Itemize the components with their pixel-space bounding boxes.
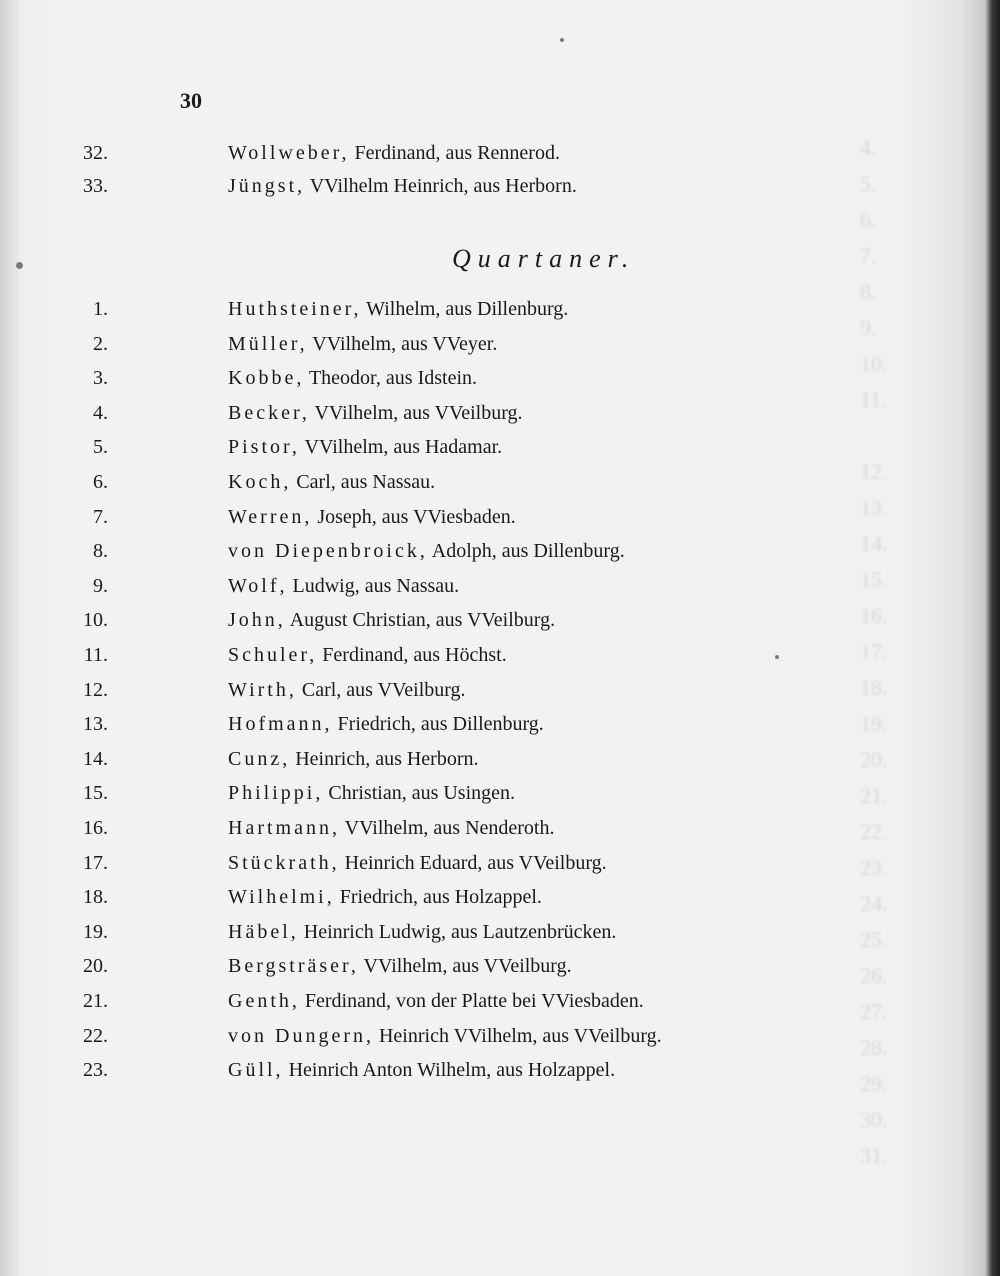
list-entry bbox=[0, 367, 900, 399]
list-entry bbox=[0, 506, 900, 538]
entry-text bbox=[228, 713, 544, 736]
list-entry bbox=[0, 713, 900, 745]
entry-number: 12. bbox=[83, 678, 108, 701]
entry-details: VVilhelm Heinrich, aus Herborn. bbox=[305, 175, 577, 197]
entry-details: VVilhelm, aus VVeyer. bbox=[307, 332, 498, 355]
entry-number: 21. bbox=[83, 990, 108, 1012]
entry-text bbox=[228, 333, 497, 356]
entry-surname: Cunz, bbox=[228, 747, 291, 770]
entry-surname: Huthsteiner, bbox=[228, 298, 362, 320]
entry-number: 18. bbox=[83, 886, 108, 909]
entry-number: 13. bbox=[83, 713, 108, 736]
entry-details: Ferdinand, von der Platte bei VViesbaden. bbox=[299, 990, 644, 1012]
entry-text bbox=[228, 990, 644, 1013]
entry-text bbox=[228, 748, 479, 771]
entry-surname: Bergsträser, bbox=[228, 955, 359, 978]
entry-number: 9. bbox=[93, 574, 108, 597]
entry-details: Heinrich Anton Wilhelm, aus Holzappel. bbox=[283, 1059, 616, 1082]
entry-text bbox=[228, 402, 523, 425]
entry-details: VVilhelm, aus VVeilburg. bbox=[358, 955, 572, 978]
entry-number: 10. bbox=[83, 609, 108, 632]
entry-number: 15. bbox=[83, 782, 108, 805]
list-entry bbox=[0, 921, 900, 953]
list-entry bbox=[0, 333, 900, 365]
list-entry bbox=[0, 1025, 900, 1057]
list-entry bbox=[0, 471, 900, 503]
list-entry bbox=[0, 852, 900, 884]
page-number: 30 bbox=[180, 88, 202, 113]
entry-details: Heinrich VVilhelm, aus VVeilburg. bbox=[373, 1024, 662, 1047]
list-entry bbox=[0, 575, 900, 607]
entry-number: 33. bbox=[83, 175, 108, 197]
entry-surname: Wollweber, bbox=[228, 142, 350, 164]
entry-surname: Stückrath, bbox=[228, 851, 340, 874]
entry-text bbox=[228, 886, 542, 909]
entry-details: Adolph, aus Dillenburg. bbox=[427, 540, 625, 563]
list-entry bbox=[0, 436, 900, 468]
entry-surname: Müller, bbox=[228, 332, 308, 355]
entry-surname: Pistor, bbox=[228, 436, 300, 459]
list-entry bbox=[0, 886, 900, 918]
entry-details: Joseph, aus VViesbaden. bbox=[312, 505, 516, 528]
entry-text bbox=[228, 955, 572, 978]
entry-surname: Werren, bbox=[228, 505, 313, 528]
entry-surname: Wolf, bbox=[228, 574, 288, 597]
entry-number: 14. bbox=[83, 747, 108, 770]
entry-number: 7. bbox=[93, 505, 108, 528]
list-entry bbox=[0, 817, 900, 849]
entry-details: Heinrich, aus Herborn. bbox=[290, 747, 479, 770]
entry-surname: Wilhelmi, bbox=[228, 886, 335, 909]
list-entry bbox=[0, 1059, 900, 1091]
entry-details: Theodor, aus Idstein. bbox=[304, 367, 478, 390]
entry-details: August Christian, aus VVeilburg. bbox=[285, 609, 556, 632]
entry-text bbox=[228, 817, 555, 840]
entry-number: 11. bbox=[83, 644, 108, 666]
entry-text bbox=[228, 298, 568, 321]
entry-details: Heinrich Eduard, aus VVeilburg. bbox=[339, 851, 607, 874]
list-entry bbox=[0, 609, 900, 641]
entry-text bbox=[228, 471, 435, 494]
entry-text bbox=[228, 644, 507, 667]
entry-surname: Jüngst, bbox=[228, 175, 306, 197]
entry-text bbox=[228, 367, 477, 390]
list-entry bbox=[0, 298, 900, 330]
section-heading: Quartaner. bbox=[452, 244, 636, 273]
entry-surname: Güll, bbox=[228, 1059, 284, 1082]
entry-text bbox=[228, 540, 625, 563]
entry-number: 20. bbox=[83, 955, 108, 978]
entry-number: 32. bbox=[83, 142, 108, 164]
entry-text bbox=[228, 436, 502, 459]
entry-text bbox=[228, 921, 616, 944]
entry-details: Carl, aus VVeilburg. bbox=[296, 678, 466, 701]
list-entry bbox=[0, 175, 900, 207]
entry-details: Wilhelm, aus Dillenburg. bbox=[361, 298, 569, 320]
entry-details: Friedrich, aus Dillenburg. bbox=[332, 713, 544, 736]
entry-number: 6. bbox=[93, 471, 108, 493]
entry-surname: Hofmann, bbox=[228, 713, 333, 736]
entry-number: 19. bbox=[83, 920, 108, 943]
entry-number: 3. bbox=[93, 367, 108, 390]
entry-surname: Becker, bbox=[228, 401, 310, 424]
entry-details: VVilhelm, aus VVeilburg. bbox=[309, 401, 523, 424]
list-entry bbox=[0, 142, 900, 174]
entry-surname: Genth, bbox=[228, 990, 300, 1012]
entry-surname: Philippi, bbox=[228, 782, 324, 805]
entry-number: 5. bbox=[93, 436, 108, 459]
paper-speck bbox=[16, 262, 23, 269]
entry-text bbox=[228, 679, 466, 702]
entry-details: VVilhelm, aus Hadamar. bbox=[299, 436, 503, 459]
entry-number: 23. bbox=[83, 1059, 108, 1082]
list-entry bbox=[0, 644, 900, 676]
entry-number: 4. bbox=[93, 401, 108, 424]
entry-details: Heinrich Ludwig, aus Lautzenbrücken. bbox=[298, 920, 617, 943]
list-entry bbox=[0, 540, 900, 572]
list-entry bbox=[0, 990, 900, 1022]
list-entry bbox=[0, 955, 900, 987]
entry-surname: Wirth, bbox=[228, 678, 297, 701]
entry-text bbox=[228, 506, 516, 529]
entry-surname: Häbel, bbox=[228, 920, 299, 943]
entry-surname: Kobbe, bbox=[228, 367, 305, 390]
list-entry bbox=[0, 402, 900, 434]
entry-surname: von Diepenbroick, bbox=[228, 540, 428, 563]
entry-surname: John, bbox=[228, 609, 286, 632]
entry-number: 8. bbox=[93, 540, 108, 563]
entry-details: Carl, aus Nassau. bbox=[291, 471, 436, 493]
entry-number: 17. bbox=[83, 851, 108, 874]
entry-details: VVilhelm, aus Nenderoth. bbox=[339, 817, 555, 839]
list-entry bbox=[0, 782, 900, 814]
list-entry bbox=[0, 748, 900, 780]
entry-surname: Schuler, bbox=[228, 644, 318, 666]
entry-surname: Koch, bbox=[228, 471, 292, 493]
entry-text bbox=[228, 1025, 662, 1048]
entry-details: Friedrich, aus Holzappel. bbox=[334, 886, 542, 909]
entry-number: 2. bbox=[93, 332, 108, 355]
entry-text bbox=[228, 575, 459, 598]
entry-text bbox=[228, 142, 560, 165]
show-through-text: 4. 5. 6. 7. 8. 9. 10. 11. 12. 13. 14. 15. 16. 17. 18. 19. 20. 21. 22. 23. 24. 25. 26. 27. 28. 29. 30. 31. bbox=[860, 135, 888, 1168]
entry-number: 22. bbox=[83, 1024, 108, 1047]
entry-details: Ludwig, aus Nassau. bbox=[287, 574, 460, 597]
entry-surname: Hartmann, bbox=[228, 817, 340, 839]
entry-text bbox=[228, 852, 607, 875]
entry-number: 16. bbox=[83, 817, 108, 839]
entry-text bbox=[228, 609, 555, 632]
entry-details: Christian, aus Usingen. bbox=[323, 782, 516, 805]
paper-speck bbox=[560, 38, 564, 42]
entry-number: 1. bbox=[93, 298, 108, 320]
entry-text bbox=[228, 1059, 615, 1082]
entry-surname: von Dungern, bbox=[228, 1024, 374, 1047]
entry-text bbox=[228, 782, 515, 805]
entry-details: Ferdinand, aus Rennerod. bbox=[349, 142, 560, 164]
entry-text bbox=[228, 175, 577, 198]
entry-details: Ferdinand, aus Höchst. bbox=[317, 644, 507, 666]
list-entry bbox=[0, 679, 900, 711]
